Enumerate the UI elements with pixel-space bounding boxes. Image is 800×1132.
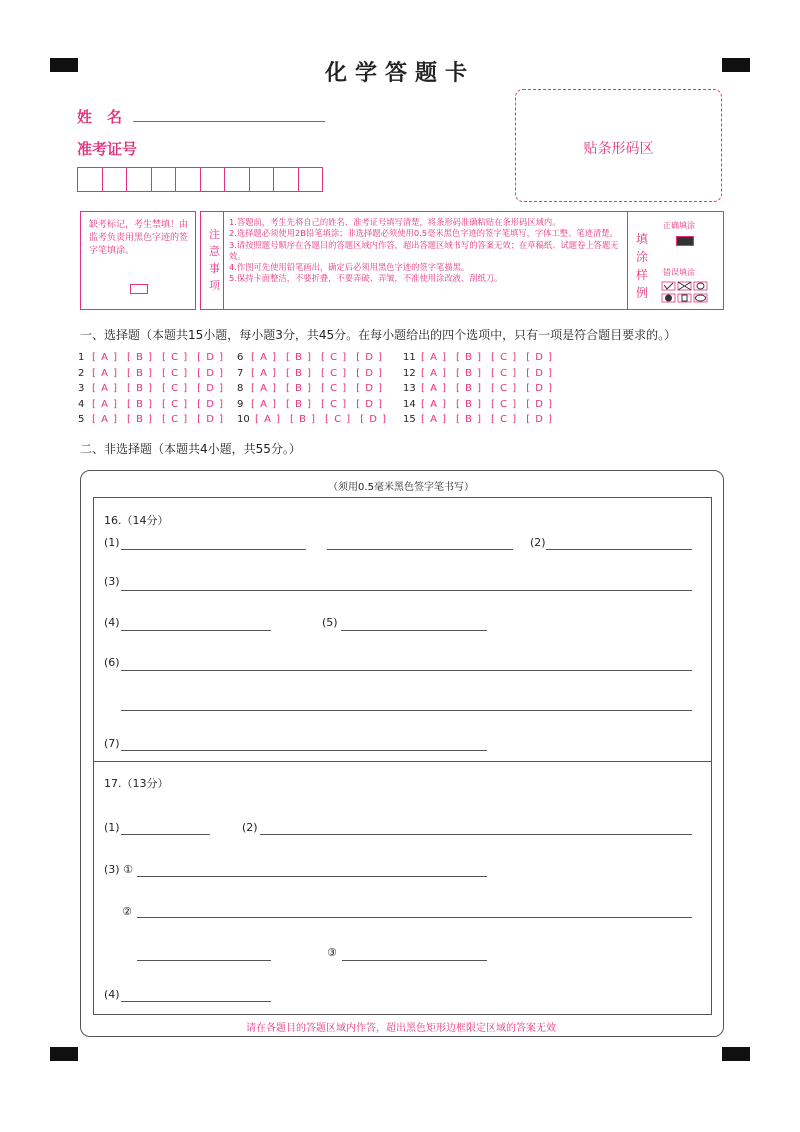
mc-option-bubble[interactable]: [ B ] <box>456 414 483 425</box>
mc-question-row <box>78 352 233 363</box>
mc-question-number: 14 <box>403 398 416 410</box>
mc-option-bubble[interactable]: [ D ] <box>356 367 384 379</box>
mc-option-bubble[interactable]: [ B ] <box>286 352 313 363</box>
notice-title-char: 事 <box>209 262 220 275</box>
mc-option-bubble[interactable]: [ B ] <box>127 367 154 379</box>
q16-part6-label: (6) <box>104 656 120 669</box>
notice-title-char: 注 <box>209 228 220 241</box>
mc-option-bubble[interactable]: [ B ] <box>456 398 483 410</box>
q16-part2-line[interactable] <box>546 549 692 550</box>
sample-title-char: 涂 <box>636 250 649 264</box>
id-digit-box[interactable] <box>273 167 298 192</box>
mc-option-bubble[interactable]: [ A ] <box>251 367 278 379</box>
mc-question-number: 7 <box>237 367 244 379</box>
mc-question-row <box>403 368 562 379</box>
mc-question-number: 5 <box>78 414 85 425</box>
mc-option-bubble[interactable]: [ B ] <box>456 383 483 394</box>
mc-option-bubble[interactable]: [ B ] <box>127 414 154 425</box>
q17-part1-label: (1) <box>104 821 120 834</box>
mc-option-bubble[interactable]: [ B ] <box>456 367 483 379</box>
sample-title-char: 填 <box>636 232 649 246</box>
answer-region <box>93 497 712 1015</box>
mc-option-bubble[interactable]: [ B ] <box>286 383 313 394</box>
mc-question-row <box>237 414 396 425</box>
id-digit-box[interactable] <box>102 167 127 192</box>
notice-item: 3.请按照题号顺序在各题目的答题区域内作答，超出答题区域书写的答案无效；在草稿纸、试题卷上答题无效。 <box>229 239 619 261</box>
mc-question-number: 12 <box>403 367 416 379</box>
mc-option-bubble[interactable]: [ B ] <box>127 398 154 410</box>
mc-option-bubble[interactable]: [ B ] <box>286 398 313 410</box>
mc-question-row <box>237 383 392 394</box>
q17-part1-line[interactable] <box>121 834 210 835</box>
q16-part4-line[interactable] <box>121 630 271 631</box>
mc-option-bubble[interactable]: [ D ] <box>360 414 388 425</box>
sample-divider <box>627 212 629 309</box>
barcode-label: 贴条形码区 <box>583 141 654 157</box>
q16-part1-line-a[interactable] <box>121 549 306 550</box>
notice-divider <box>223 212 225 309</box>
q16-part1-label: (1) <box>104 536 120 549</box>
notice-list <box>229 217 624 285</box>
mc-option-bubble[interactable]: [ B ] <box>290 414 317 425</box>
mc-option-bubble[interactable]: [ C ] <box>325 414 352 425</box>
q16-part4-label: (4) <box>104 616 120 629</box>
mc-option-bubble[interactable]: [ A ] <box>92 352 119 363</box>
mc-question-number: 2 <box>78 367 85 379</box>
mc-option-bubble[interactable]: [ A ] <box>421 352 448 363</box>
q17-part3-sub2-label: ② <box>122 905 132 918</box>
notice-item: 4.作图可先使用铅笔画出，确定后必须用黑色字迹的签字笔描黑。 <box>229 262 470 273</box>
mc-option-bubble[interactable]: [ C ] <box>491 367 518 379</box>
notice-title <box>209 226 221 294</box>
mc-option-bubble[interactable]: [ A ] <box>255 414 282 425</box>
id-digit-box[interactable] <box>126 167 151 192</box>
mc-option-bubble[interactable]: [ D ] <box>356 352 384 363</box>
q17-part2-line[interactable] <box>260 834 692 835</box>
mc-option-bubble[interactable]: [ C ] <box>491 352 518 363</box>
mc-question-number: 4 <box>78 398 85 410</box>
mc-option-bubble[interactable]: [ A ] <box>92 398 119 410</box>
mc-option-bubble[interactable]: [ B ] <box>127 352 154 363</box>
barcode-area <box>515 89 722 202</box>
mc-option-bubble[interactable]: [ D ] <box>526 367 554 379</box>
mc-question-number: 6 <box>237 352 244 363</box>
name-label: 姓 名 <box>77 108 123 126</box>
mc-option-bubble[interactable]: [ D ] <box>356 398 384 410</box>
q17-part3-line-1[interactable] <box>137 876 487 877</box>
q16-part6-line-b[interactable] <box>121 710 692 711</box>
q17-part4-label: (4) <box>104 988 120 1001</box>
id-digit-box[interactable] <box>77 167 102 192</box>
pen-note: （须用0.5毫米黑色签字笔书写） <box>328 482 474 493</box>
absent-mark-box[interactable] <box>130 284 148 294</box>
mc-option-bubble[interactable]: [ C ] <box>321 383 348 394</box>
mc-option-bubble[interactable]: [ C ] <box>491 398 518 410</box>
absent-box <box>80 211 196 310</box>
mc-option-bubble[interactable]: [ D ] <box>526 352 554 363</box>
mc-option-bubble[interactable]: [ A ] <box>251 398 278 410</box>
mc-question-row <box>403 352 562 363</box>
mc-option-bubble[interactable]: [ A ] <box>92 367 119 379</box>
mc-question-row <box>78 414 233 425</box>
mc-question-row <box>78 383 233 394</box>
q16-part5-label: (5) <box>322 616 338 629</box>
mc-option-bubble[interactable]: [ A ] <box>251 383 278 394</box>
name-field[interactable] <box>133 121 325 122</box>
q16-title: 16.（14分） <box>104 514 169 527</box>
q16-part3-line[interactable] <box>121 590 692 591</box>
q17-part4-line[interactable] <box>121 1001 271 1002</box>
q17-part3-label: (3) ① <box>104 863 133 876</box>
id-digit-box[interactable] <box>200 167 225 192</box>
q16-part7-line[interactable] <box>121 750 487 751</box>
q16-part2-label: (2) <box>530 536 546 549</box>
q16-part1-line-b[interactable] <box>327 549 513 550</box>
mc-question-row <box>403 399 562 410</box>
mc-option-bubble[interactable]: [ D ] <box>197 398 225 410</box>
notice-title-char: 项 <box>209 279 220 292</box>
mc-option-bubble[interactable]: [ D ] <box>526 414 554 425</box>
q16-part5-line[interactable] <box>341 630 487 631</box>
mc-option-bubble[interactable]: [ A ] <box>251 352 278 363</box>
q17-part3-line-3[interactable] <box>342 960 487 961</box>
mc-question-row <box>403 414 562 425</box>
notice-item: 5.保持卡面整洁，不要折叠，不要弄破、弄皱，不准使用涂改液、刮纸刀。 <box>229 273 503 284</box>
id-digit-box[interactable] <box>151 167 176 192</box>
section1-heading: 一、选择题（本题共15小题，每小题3分，共45分。在每小题给出的四个选项中，只有一项是符合题目要求的。） <box>80 328 677 342</box>
mc-question-row <box>237 352 392 363</box>
mc-question-row <box>237 399 392 410</box>
exam-id-label: 准考证号 <box>77 140 138 158</box>
page-title: 化学答题卡 <box>324 61 475 86</box>
mc-question-number: 3 <box>78 383 85 394</box>
q17-part2-label: (2) <box>242 821 258 834</box>
correct-fill-example <box>676 236 694 246</box>
mc-option-bubble[interactable]: [ C ] <box>491 383 518 394</box>
exam-id-boxes[interactable] <box>77 167 323 192</box>
id-digit-box[interactable] <box>175 167 200 192</box>
mc-option-bubble[interactable]: [ A ] <box>92 383 119 394</box>
mc-question-number: 8 <box>237 383 244 394</box>
notice-title-char: 意 <box>209 245 220 258</box>
mc-question-number: 11 <box>403 352 416 363</box>
mc-option-bubble[interactable]: [ A ] <box>421 414 448 425</box>
mc-option-bubble[interactable]: [ C ] <box>321 352 348 363</box>
mc-question-number: 10 <box>237 414 250 425</box>
sample-title-char: 例 <box>636 286 649 300</box>
q17-part3-sub3-label: ③ <box>327 946 337 959</box>
corner-mark-bottom-left <box>50 1047 78 1061</box>
q16-q17-divider <box>93 761 711 762</box>
mc-question-row <box>237 368 392 379</box>
mc-option-bubble[interactable]: [ D ] <box>197 367 225 379</box>
id-digit-box[interactable] <box>298 167 324 192</box>
mc-option-bubble[interactable]: [ B ] <box>286 367 313 379</box>
mc-question-row <box>78 368 233 379</box>
notice-item: 1.答题前，考生先将自己的姓名、准考证号填写清楚，将条形码准确粘贴在条形码区域内。 <box>229 217 561 227</box>
mc-question-number: 9 <box>237 398 244 410</box>
wrong-fill-label: 错误填涂 <box>663 268 695 277</box>
notice-item: 2.选择题必须使用2B铅笔填涂；非选择题必须使用0.5毫米黑色字迹的签字笔填写，字体工整、笔迹清楚。 <box>229 228 618 239</box>
q17-part3-line-2[interactable] <box>137 917 692 918</box>
mc-option-bubble[interactable]: [ D ] <box>197 352 225 363</box>
mc-question-number: 1 <box>78 352 85 363</box>
mc-option-bubble[interactable]: [ D ] <box>356 383 384 394</box>
id-digit-box[interactable] <box>249 167 274 192</box>
mc-option-bubble[interactable]: [ C ] <box>321 398 348 410</box>
mc-option-bubble[interactable]: [ C ] <box>162 414 189 425</box>
mc-question-row <box>403 383 562 394</box>
section2-heading: 二、非选择题（本题共4小题，共55分。） <box>80 442 301 456</box>
q16-part6-line-a[interactable] <box>121 670 692 671</box>
mc-option-bubble[interactable]: [ A ] <box>92 414 119 425</box>
mc-option-bubble[interactable]: [ D ] <box>197 414 225 425</box>
mc-option-bubble[interactable]: [ C ] <box>491 414 518 425</box>
q17-title: 17.（13分） <box>104 777 169 790</box>
id-digit-box[interactable] <box>224 167 249 192</box>
q17-part3-line-2b[interactable] <box>137 960 271 961</box>
sample-title-char: 样 <box>636 268 649 282</box>
mc-option-bubble[interactable]: [ D ] <box>526 383 554 394</box>
q16-part3-label: (3) <box>104 575 120 588</box>
mc-question-row <box>78 399 233 410</box>
mc-option-bubble[interactable]: [ A ] <box>421 398 448 410</box>
corner-mark-bottom-right <box>722 1047 750 1061</box>
mc-option-bubble[interactable]: [ D ] <box>197 383 225 394</box>
mc-option-bubble[interactable]: [ C ] <box>321 367 348 379</box>
mc-option-bubble[interactable]: [ C ] <box>162 398 189 410</box>
answer-footer-note: 请在各题目的答题区域内作答，超出黑色矩形边框限定区域的答案无效 <box>246 1023 556 1034</box>
mc-option-bubble[interactable]: [ D ] <box>526 398 554 410</box>
wrong-fill-examples <box>661 281 711 305</box>
correct-fill-label: 正确填涂 <box>663 221 695 230</box>
mc-option-bubble[interactable]: [ A ] <box>421 383 448 394</box>
sample-title <box>636 230 650 302</box>
q16-part7-label: (7) <box>104 737 120 750</box>
mc-option-bubble[interactable]: [ C ] <box>162 367 189 379</box>
absent-text: 缺考标记，考生禁填！由监考负责用黑色字迹的签字笔填涂。 <box>89 220 189 256</box>
mc-question-number: 13 <box>403 383 416 394</box>
mc-option-bubble[interactable]: [ B ] <box>456 352 483 363</box>
mc-question-number: 15 <box>403 414 416 425</box>
mc-option-bubble[interactable]: [ C ] <box>162 352 189 363</box>
mc-option-bubble[interactable]: [ A ] <box>421 367 448 379</box>
mc-option-bubble[interactable]: [ C ] <box>162 383 189 394</box>
notice-box <box>200 211 724 310</box>
mc-option-bubble[interactable]: [ B ] <box>127 383 154 394</box>
